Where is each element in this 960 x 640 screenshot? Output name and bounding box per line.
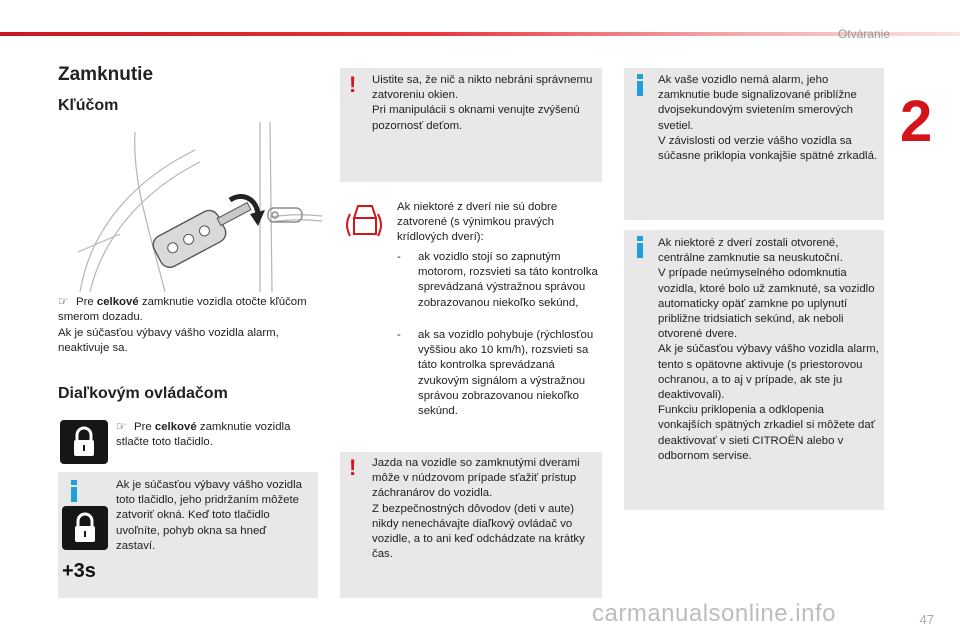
- padlock-icon: [62, 506, 108, 550]
- doors-item-stationary: ak vozidlo stojí so zapnutým motorom, rozsvieti sa táto kontrolka sprevádzaná výstražnou správou zobrazovanou niekoľko sekúnd,: [418, 251, 598, 309]
- list-dash: -: [397, 329, 401, 341]
- alarm-info-text: Ak vaše vozidlo nemá alarm, jeho zamknutie bude signalizované priblížne dvojsekundovým svietením smerových svetiel. V závislosti od verzie vášho vozidla sa súčasne priklopia vonkajšie spätné zrkadlá.: [658, 74, 878, 163]
- windows-warning-text: Uistite sa, že nič a nikto nebráni správnemu zatvoreniu okien. Pri manipulácii s oknami venujte zvýšenú pozornosť deťom.: [372, 74, 593, 132]
- section-title: Otváranie: [837, 27, 890, 41]
- doors-item-moving: ak sa vozidlo pohybuje (rýchlosťou vyššiou ako 10 km/h), rozsvieti sa táto kontrolka sprevádzaná zvukovým signálom a výstražnou správou zobrazovanou niekoľko sekúnd.: [418, 329, 594, 418]
- list-dash: -: [397, 251, 401, 263]
- windows-info-text: Ak je súčasťou výbavy vášho vozidla toto tlačidlo, jeho pridržaním môžete zatvoriť okná. Keď toto tlačidlo uvoľníte, pohyb okna sa hneď zastaví.: [116, 479, 302, 552]
- hold-3s-icon: +3s: [62, 560, 96, 582]
- key-section-heading: Kľúčom: [58, 97, 119, 114]
- doors-info-text: Ak niektoré z dverí zostali otvorené, centrálne zamknutie sa neuskutoční. V prípade neúmyselného odomknutia vozidla, ktoré bolo už zamknuté, sa vozidlo automaticky opäť zamkne po uplynutí približne tridsiatich sekúnd, ak neboli otvorené dvere. Ak je súčasťou výbavy vášho vozidla alarm, tento s opätovne aktivuje (s priestorovou ochranou, a to aj v prípade, ak ste ju deaktivovali). Funkciu priklopenia a odklopenia vonkajších spätných zrkadiel si môžete dať deaktivovať v sieti CITROËN alebo v odbornom servise.: [658, 237, 879, 462]
- doors-intro: Ak niektoré z dverí nie sú dobre zatvorené (s výnimkou pravých krídlových dverí):: [397, 201, 558, 244]
- pointing-hand-icon: ☞: [116, 421, 127, 433]
- remote-warning-text: Jazda na vozidle so zamknutými dverami môže v núdzovom prípade sťažiť prístup záchranárov do vozidla. Z bezpečnostných dôvodov (deti v aute) nikdy nenechávajte diaľkový ovládač vo vozidle, a to ani keď odchádzate na krátky čas.: [372, 457, 585, 561]
- exclamation-icon: !: [349, 455, 357, 480]
- chapter-number: 2: [900, 89, 933, 154]
- pointing-hand-icon: ☞: [58, 296, 69, 308]
- remote-bullet: ☞ Pre celkové zamknutie vozidla stlačte toto tlačidlo.: [116, 421, 291, 449]
- page-number: 47: [919, 612, 934, 627]
- info-icon: [636, 74, 644, 96]
- open-door-warning-icon: [346, 200, 382, 240]
- info-icon: [636, 236, 644, 258]
- alarm-note: Ak je súčasťou výbavy vášho vozidla alarm, neaktivuje sa.: [58, 327, 279, 355]
- watermark: carmanualsonline.info: [592, 600, 836, 627]
- exclamation-icon: !: [349, 72, 357, 97]
- header-accent-bar: [0, 32, 960, 36]
- key-bullet: ☞ Pre celkové zamknutie vozidla otočte kľúčom smerom dozadu.: [58, 296, 307, 324]
- info-icon: [70, 480, 78, 502]
- key-lock-illustration: [60, 122, 322, 292]
- page-title: Zamknutie: [58, 64, 154, 85]
- padlock-icon: [60, 420, 108, 464]
- remote-section-heading: Diaľkovým ovládačom: [58, 385, 228, 402]
